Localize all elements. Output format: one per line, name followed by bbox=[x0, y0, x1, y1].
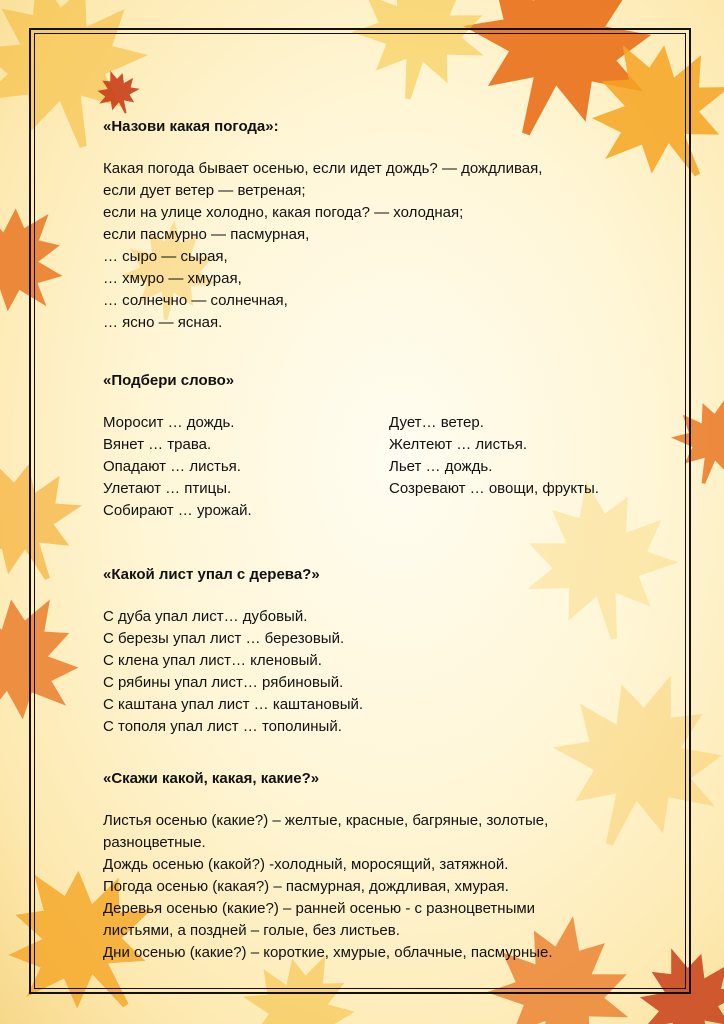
text-line: … сыро — сырая, bbox=[103, 248, 228, 265]
left-column bbox=[103, 412, 389, 522]
text-line: если на улице холодно, какая погода? — холодная; bbox=[103, 204, 464, 221]
text-line: Погода осенью (какая?) – пасмурная, дождливая, хмурая. bbox=[103, 878, 509, 895]
text-line: если пасмурно — пасмурная, bbox=[103, 226, 310, 243]
text-line: С тополя упал лист … тополиный. bbox=[103, 718, 342, 735]
text-line: Созревают … овощи, фрукты. bbox=[389, 480, 599, 497]
text-line: … хмуро — хмурая, bbox=[103, 270, 242, 287]
section-lines bbox=[103, 810, 663, 964]
text-line: листьями, а поздней – голые, без листьев. bbox=[103, 922, 400, 939]
text-line: Листья осенью (какие?) – желтые, красные, багряные, золотые, bbox=[103, 812, 549, 829]
text-line: Какая погода бывает осенью, если идет дождь? — дождливая, bbox=[103, 160, 543, 177]
text-line: С березы упал лист … березовый. bbox=[103, 630, 345, 647]
text-line: С клена упал лист… кленовый. bbox=[103, 652, 322, 669]
text-line: … солнечно — солнечная, bbox=[103, 292, 288, 309]
section-which-leaf bbox=[103, 564, 663, 738]
text-line: Желтеют … листья. bbox=[389, 436, 528, 453]
text-line: Собирают … урожай. bbox=[103, 502, 252, 519]
section-heading: «Скажи какой, какая, какие?» bbox=[103, 770, 320, 787]
text-line: Дни осенью (какие?) – короткие, хмурые, облачные, пасмурные. bbox=[103, 944, 553, 961]
section-lines bbox=[103, 606, 663, 738]
text-line: Дует… ветер. bbox=[389, 414, 484, 431]
section-pick-word bbox=[103, 370, 663, 522]
text-line: Вянет … трава. bbox=[103, 436, 212, 453]
text-line: Дождь осенью (какой?) -холодный, моросящий, затяжной. bbox=[103, 856, 509, 873]
text-line: разноцветные. bbox=[103, 834, 206, 851]
text-line: С рябины упал лист… рябиновый. bbox=[103, 674, 344, 691]
text-line: Опадают … листья. bbox=[103, 458, 241, 475]
text-line: если дует ветер — ветреная; bbox=[103, 182, 306, 199]
text-line: С каштана упал лист … каштановый. bbox=[103, 696, 364, 713]
text-line: Моросит … дождь. bbox=[103, 414, 235, 431]
text-line: Деревья осенью (какие?) – ранней осенью - с разноцветными bbox=[103, 900, 536, 917]
right-column bbox=[389, 412, 663, 522]
section-heading: «Назови какая погода»: bbox=[103, 118, 279, 135]
two-column-list bbox=[103, 412, 663, 522]
text-line: … ясно — ясная. bbox=[103, 314, 223, 331]
section-say-which bbox=[103, 768, 663, 964]
text-line: Улетают … птицы. bbox=[103, 480, 232, 497]
section-heading: «Подбери слово» bbox=[103, 372, 235, 389]
section-heading: «Какой лист упал с дерева?» bbox=[103, 566, 320, 583]
section-lines bbox=[103, 158, 663, 334]
text-line: Льет … дождь. bbox=[389, 458, 493, 475]
text-line: С дуба упал лист… дубовый. bbox=[103, 608, 308, 625]
section-weather bbox=[103, 116, 663, 334]
